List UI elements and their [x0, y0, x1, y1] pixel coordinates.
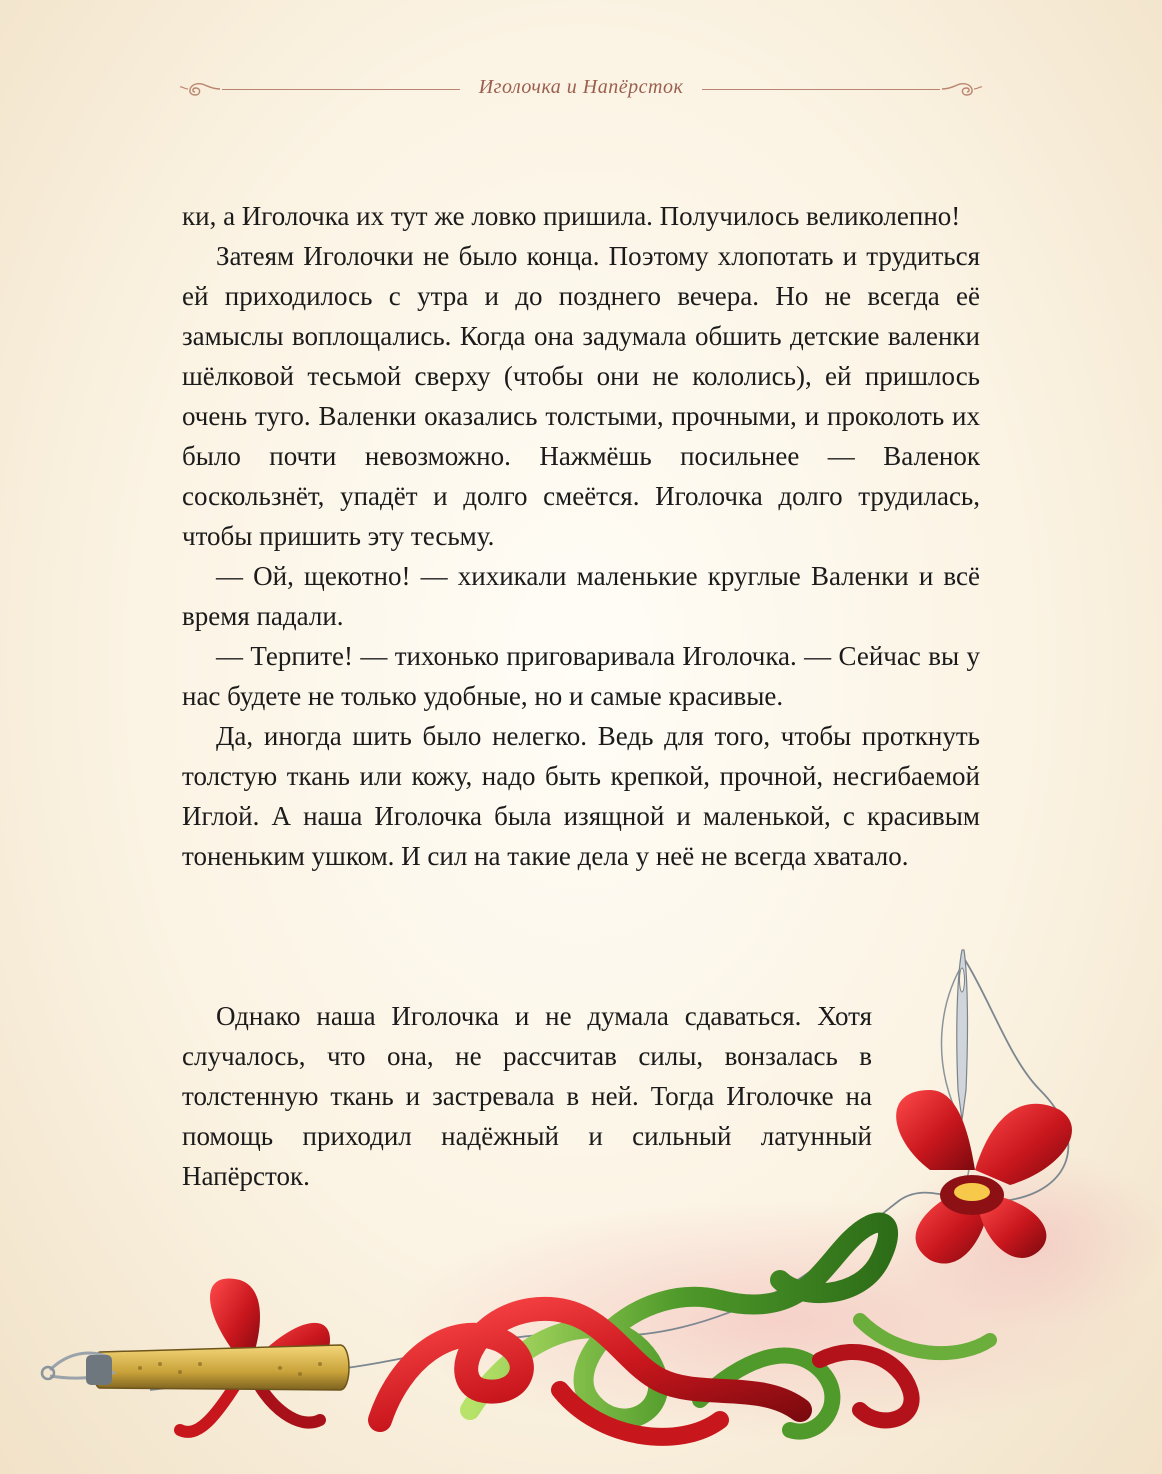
paragraph-1: ки, а Иголочка их тут же ловко пришила. Получилось великолепно! [182, 201, 961, 231]
running-header [178, 72, 984, 106]
thimble-icon [94, 1345, 349, 1390]
paragraph-6: Однако наша Иголочка и не думала сдаваться. Хотя случалось, что она, не рассчитав силы, вонзалась в толстенную ткань и застревала в ней. Тогда Иголочке на помощь приходил надёжный и сильный латунный Напёрсток. [182, 1001, 872, 1191]
ribbons-needle-thimble-illustration [0, 940, 1162, 1474]
paragraph-3-dialogue: — Ой, щекотно! — хихикали маленькие круглые Валенки и всё время падали. [182, 561, 980, 631]
running-header-title: Иголочка и Напёрсток [478, 76, 684, 98]
needle-icon [957, 950, 968, 1120]
header-rule-right [702, 89, 940, 90]
header-rule-left [222, 89, 460, 90]
flourish-right-icon [940, 78, 984, 100]
story-text [182, 196, 980, 876]
safety-pin-icon [42, 1353, 115, 1385]
flourish-left-icon [178, 78, 222, 100]
paragraph-4-dialogue: — Терпите! — тихонько приговаривала Иголочка. — Сейчас вы у нас будете не только удобные, но и самые красивые. [182, 641, 980, 711]
paragraph-2: Затеям Иголочки не было конца. Поэтому хлопотать и трудиться ей приходилось с утра и до позднего вечера. Но не всегда её замыслы воплощались. Когда она задумала обшить детские валенки шёлковой тесьмой сверху (чтобы они не кололись), ей пришлось очень туго. Валенки оказались толстыми, прочными, и проколоть их было почти невозможно. Нажмёшь посильнее — Валенок соскользнёт, упадёт и долго смеётся. Иголочка долго трудилась, чтобы пришить эту тесьму. [182, 241, 980, 551]
paragraph-5: Да, иногда шить было нелегко. Ведь для того, чтобы проткнуть толстую ткань или кожу, надо быть крепкой, прочной, несгибаемой Иглой. А наша Иголочка была изящной и маленькой, с красивым тоненьким ушком. И сил на такие дела у неё не всегда хватало. [182, 721, 980, 871]
